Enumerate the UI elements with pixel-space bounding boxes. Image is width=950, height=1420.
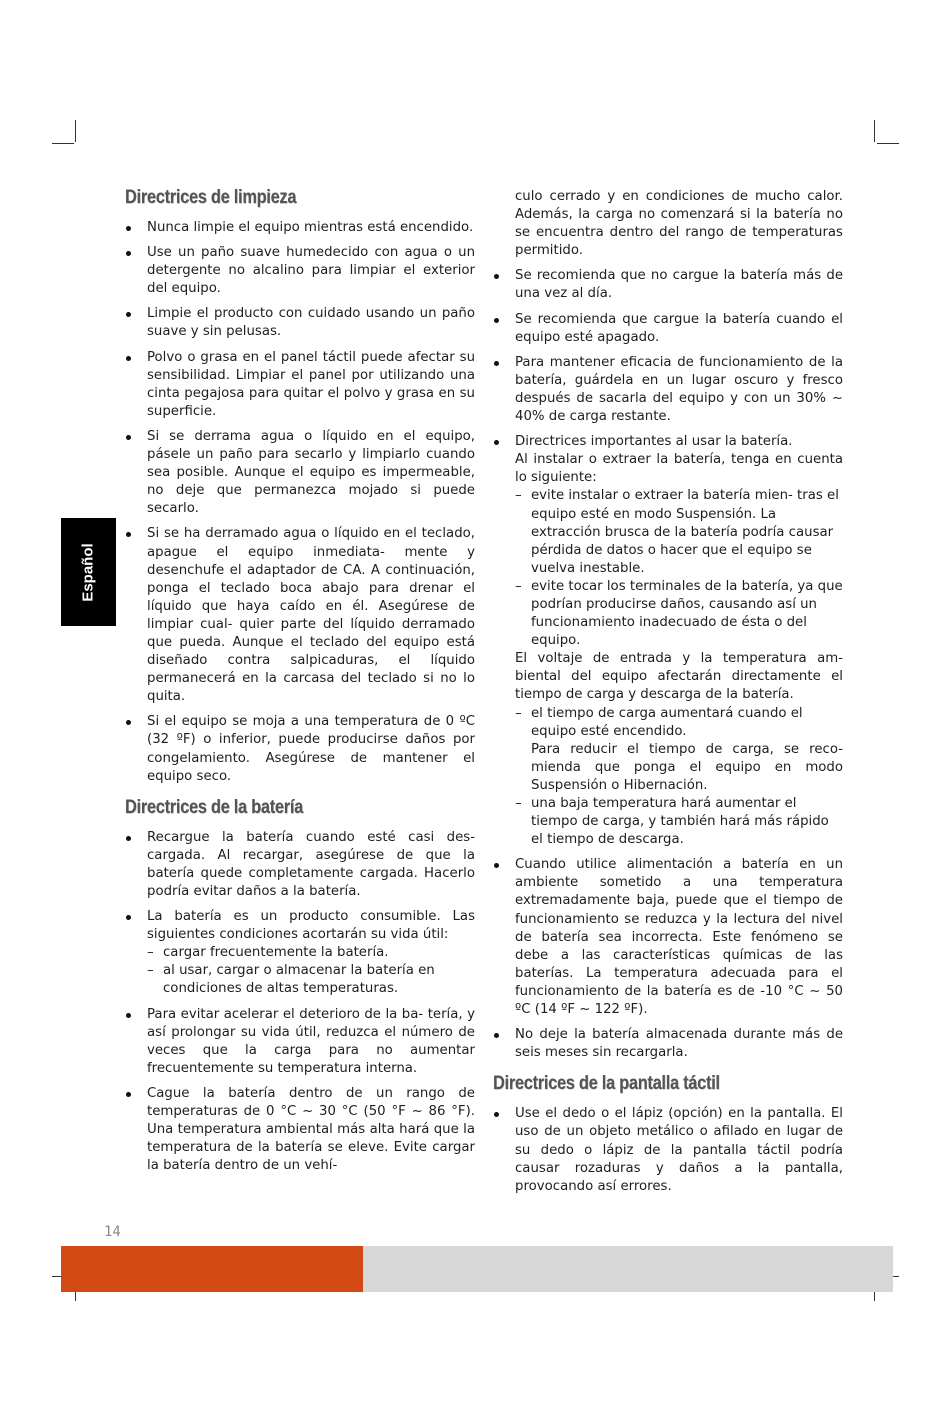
dash-item: – evite tocar los terminales de la batería, ya que podrían producirse daños, causando así un funcionamiento inadecuado de ésta o del equipo.	[515, 578, 843, 650]
dash-item: – una baja temperatura hará aumentar el tiempo de carga, y también hará más rápido el tiempo de descarga.	[515, 795, 843, 849]
crop-mark	[52, 143, 74, 144]
list-item: No deje la batería almacenada durante más de seis meses sin recargarla.	[493, 1026, 843, 1062]
battery-list-continued	[493, 188, 843, 1062]
list-item: La batería es un producto consumible. Las siguientes condiciones acortarán su vida útil: – cargar frecuentemente la batería. – al usar, cargar o almacenar la batería en condiciones de altas temperaturas.	[125, 908, 475, 998]
right-column	[493, 188, 843, 1196]
heading-battery: Directrices de la batería	[125, 796, 303, 818]
heading-cleaning: Directrices de limpieza	[125, 187, 297, 208]
language-tab	[61, 518, 116, 626]
list-item: Si se derrama agua o líquido en el equipo, pásele un paño para secarlo y limpiarlo cuando sea posible. Aunque el equipo es impermeable, no deje que permanezca mojado si puede secarlo.	[125, 428, 475, 518]
page-number: 14	[104, 1224, 121, 1240]
dash-item: – al usar, cargar o almacenar la batería en condiciones de altas temperaturas.	[147, 962, 475, 998]
list-item: Cague la batería dentro de un rango de temperaturas de 0 °C ~ 30 °C (50 °F ~ 86 °F). Una temperatura ambiental más alta hará que la temperatura de la batería se eleve. Evite cargar la batería dentro de un vehí-	[125, 1085, 475, 1175]
crop-mark	[75, 120, 76, 142]
list-item: Para evitar acelerar el deterioro de la ba- tería, y así prolongar su vida útil, reduzca el número de veces que la carga para no aumentar frecuentemente su temperatura interna.	[125, 1006, 475, 1078]
list-item: Se recomienda que cargue la batería cuando el equipo esté apagado.	[493, 311, 843, 347]
dash-item: – cargar frecuentemente la batería.	[147, 944, 475, 962]
language-tab-label: Español	[80, 542, 98, 602]
dash-item: – el tiempo de carga aumentará cuando el equipo esté encendido.	[515, 705, 843, 741]
list-item: Si se ha derramado agua o líquido en el teclado, apague el equipo inmediata- mente y desenchufe el adaptador de CA. A continuación, ponga el teclado boca abajo para drenar el líquido que haya caído en él. Asegúrese de limpiar cual- quier parte del líquido derramado que pueda. Aunque el teclado del equipo está diseñado contra salpicaduras, el líquido permanecerá en la carcasa del teclado si no lo quita.	[125, 525, 475, 706]
list-item: Si el equipo se moja a una temperatura de 0 ºC (32 ºF) o inferior, puede producirse daños por congelamiento. Asegúrese de mantener el equipo seco.	[125, 713, 475, 785]
crop-mark	[874, 120, 875, 142]
touchscreen-list	[493, 1105, 843, 1195]
crop-mark	[877, 143, 899, 144]
list-item-continued: culo cerrado y en condiciones de mucho calor. Además, la carga no comenzará si la batería no se encuentra dentro del rango de temperaturas permitido.	[515, 189, 843, 259]
list-item: Cuando utilice alimentación a batería en un ambiente sometido a una temperatura extremadamente baja, puede que el tiempo de funcionamiento se reduzca y la lectura del nivel de batería sea incorrecta. Este fenómeno se debe a las características químicas de las baterías. La temperatura adecuada para el funcionamiento de la batería es de -10 °C ~ 50 ºC (14 ºF ~ 122 ºF).	[493, 856, 843, 1019]
list-item: Para mantener eficacia de funcionamiento de la batería, guárdela en un lugar oscuro y fresco después de sacarla del equipo y con un 30% ~ 40% de carga restante.	[493, 354, 843, 426]
cleaning-list	[125, 219, 475, 786]
dash-item: – evite instalar o extraer la batería mien- tras el equipo esté en modo Suspensión. La extracción brusca de la batería podría causar pérdida de datos o hacer que el equipo se vuelva inestable.	[515, 487, 843, 577]
heading-touchscreen: Directrices de la pantalla táctil	[493, 1073, 720, 1095]
battery-list	[125, 829, 475, 1176]
footer-bar	[363, 1246, 893, 1292]
list-item: Directrices importantes al usar la batería. Al instalar o extraer la batería, tenga en cuenta lo siguiente: – evite instalar o extraer la batería mien- tras el equipo esté en modo Suspensión. La extracción brusca de la batería podría causar pérdida de datos o hacer que el equipo se vuelva inestable. – evite tocar los terminales de la batería, ya que podrían producirse daños, causando así un funcionamiento inadecuado de ésta o del equipo. El voltaje de entrada y la temperatura am- biental del equipo afectarán directamente el tiempo de carga y descarga de la batería. – el tiempo de carga aumentará cuando el equipo esté encendido. Para reducir el tiempo de carga, se reco- mienda que ponga el equipo en modo Suspensión o Hibernación. – una baja temperatura hará aumentar el tiempo de carga, y también hará más rápido el tiempo de descarga.	[493, 433, 843, 849]
list-item: Use un paño suave humedecido con agua o un detergente no alcalino para limpiar el exterior del equipo.	[125, 244, 475, 298]
list-item: Polvo o grasa en el panel táctil puede afectar su sensibilidad. Limpiar el panel por utilizando una cinta pegajosa para quitar el polvo y grasa en su superficie.	[125, 349, 475, 421]
footer-bar-accent	[61, 1246, 363, 1292]
left-column	[125, 186, 475, 1175]
list-item: Nunca limpie el equipo mientras está encendido.	[125, 219, 475, 237]
list-item: Recargue la batería cuando esté casi des- cargada. Al recargar, asegúrese de que la batería quede completamente cargada. Hacerlo podría evitar daños a la batería.	[125, 829, 475, 901]
list-item: Use el dedo o el lápiz (opción) en la pantalla. El uso de un objeto metálico o afilado en lugar de su dedo o lápiz de la pantalla táctil podría causar rozaduras y daños a la pantalla, provocando así errores.	[493, 1105, 843, 1195]
list-item: Se recomienda que no cargue la batería más de una vez al día.	[493, 267, 843, 303]
list-item: Limpie el producto con cuidado usando un paño suave y sin pelusas.	[125, 305, 475, 341]
